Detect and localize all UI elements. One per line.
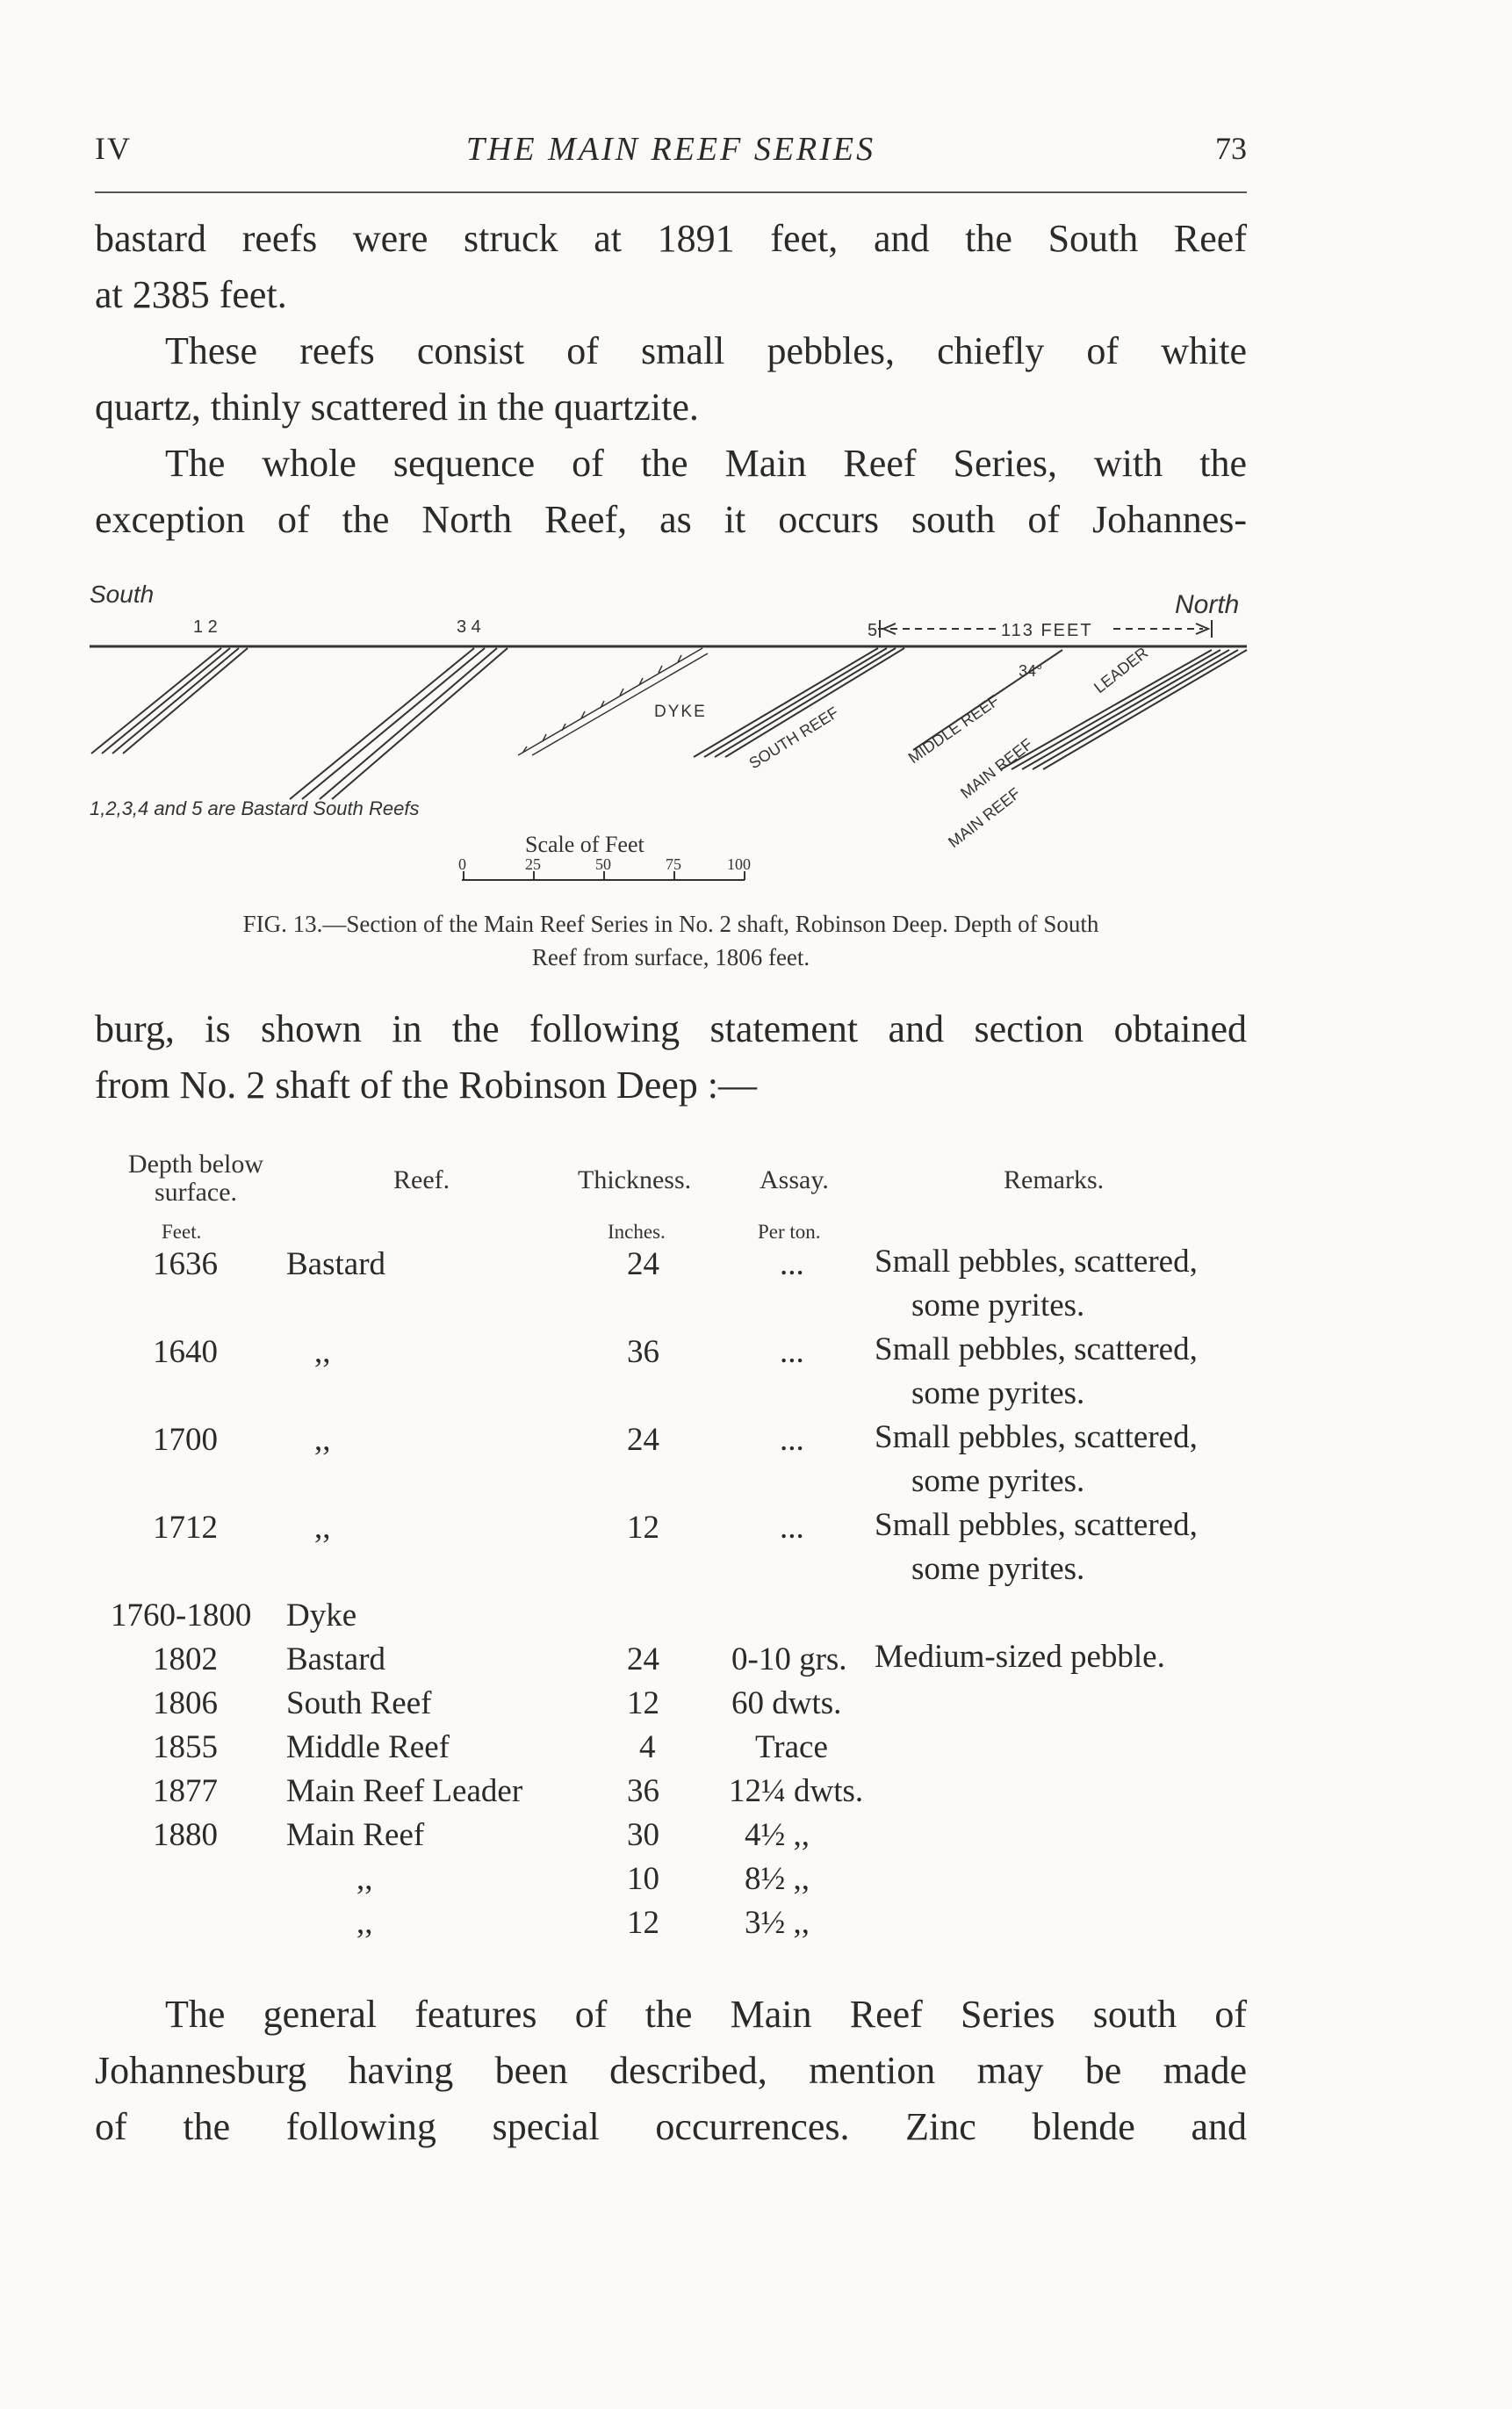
- unit-thickness: Inches.: [608, 1221, 666, 1243]
- reef-number-5: 5: [868, 621, 878, 640]
- text-line: quartz, thinly scattered in the quartzite.: [95, 386, 699, 429]
- cell-assay: 3½ ,,: [745, 1905, 810, 1941]
- cell-remarks: Small pebbles, scattered,: [875, 1331, 1198, 1367]
- cell-assay: 0-10 grs.: [731, 1641, 847, 1677]
- header-reef: Reef.: [393, 1165, 450, 1194]
- text-line: The general features of the Main Reef Series south of: [165, 1993, 1247, 2036]
- cell-remarks: Small pebbles, scattered,: [875, 1244, 1198, 1280]
- cell-reef: ,,: [314, 1510, 331, 1546]
- cell-thickness: 12: [627, 1685, 659, 1721]
- cell-thickness: 4: [639, 1729, 656, 1765]
- text-line: The whole sequence of the Main Reef Series, with the: [165, 442, 1247, 485]
- distance-label: 113 FEET: [1001, 621, 1093, 640]
- dyke-label: DYKE: [654, 703, 707, 721]
- cell-depth: 1802: [153, 1641, 218, 1677]
- cell-remarks: Small pebbles, scattered,: [875, 1419, 1198, 1455]
- cell-remarks-cont: some pyrites.: [911, 1287, 1085, 1324]
- reef-number-1-2: 1 2: [193, 617, 218, 637]
- scale-title: Scale of Feet: [525, 832, 644, 857]
- text-line: Johannesburg having been described, mention may be made: [95, 2049, 1247, 2092]
- chapter-number: IV: [95, 131, 132, 166]
- figure-caption-line-2: Reef from surface, 1806 feet.: [531, 944, 810, 970]
- running-title: THE MAIN REEF SERIES: [465, 131, 876, 168]
- paragraph-3: [95, 1987, 1247, 2155]
- bastard-reefs-1-2: [91, 648, 248, 754]
- south-label: South: [90, 581, 155, 608]
- cell-thickness: 24: [627, 1641, 659, 1677]
- cell-assay: 4½ ,,: [745, 1817, 810, 1853]
- text-line: exception of the North Reef, as it occurs south of Johannes-: [95, 498, 1247, 541]
- cell-thickness: 36: [627, 1773, 659, 1809]
- main-reef-series: [913, 650, 1247, 769]
- cell-remarks-cont: some pyrites.: [911, 1463, 1085, 1499]
- reef-number-3-4: 3 4: [457, 617, 481, 637]
- cell-depth: 1880: [153, 1817, 218, 1853]
- cell-reef: ,,: [314, 1422, 331, 1458]
- unit-depth: Feet.: [162, 1221, 202, 1243]
- cell-assay: ...: [780, 1246, 804, 1282]
- cell-reef: Main Reef: [286, 1817, 425, 1853]
- header-assay: Assay.: [760, 1165, 829, 1194]
- cell-thickness: 12: [627, 1905, 659, 1941]
- cell-assay: ...: [780, 1422, 804, 1458]
- north-label: North: [1175, 590, 1240, 619]
- cell-reef: Bastard: [286, 1641, 386, 1677]
- cell-depth: 1636: [153, 1246, 218, 1282]
- cell-remarks-cont: some pyrites.: [911, 1375, 1085, 1411]
- bastard-reefs-3-4: [290, 648, 508, 799]
- cell-reef: South Reef: [286, 1685, 432, 1721]
- south-reef-label: SOUTH REEF: [745, 703, 842, 773]
- cell-reef: ,,: [314, 1334, 331, 1370]
- scale-tick-100: 100: [727, 855, 751, 873]
- cell-reef: ,,: [356, 1861, 373, 1897]
- cell-depth: 1806: [153, 1685, 218, 1721]
- cell-thickness: 12: [627, 1510, 659, 1546]
- cell-depth: 1700: [153, 1422, 218, 1458]
- scale-tick-75: 75: [666, 855, 681, 873]
- main-reef-label-a: MAIN REEF: [957, 735, 1036, 803]
- cell-thickness: 24: [627, 1246, 659, 1282]
- text-line: burg, is shown in the following statement and section obtained: [95, 1007, 1247, 1050]
- paragraph-1: [95, 211, 1247, 548]
- cell-reef: Main Reef Leader: [286, 1773, 523, 1809]
- cell-assay: 12¼ dwts.: [729, 1773, 864, 1809]
- page-number: 73: [1215, 131, 1247, 166]
- cell-reef: ,,: [356, 1905, 373, 1941]
- middle-reef-label: MIDDLE REEF: [904, 691, 1003, 768]
- unit-assay: Per ton.: [758, 1221, 821, 1243]
- header-remarks: Remarks.: [1004, 1165, 1105, 1194]
- cell-remarks-cont: some pyrites.: [911, 1551, 1085, 1587]
- cell-depth: 1877: [153, 1773, 218, 1809]
- angle-label: 34°: [1019, 662, 1043, 680]
- cell-reef: Middle Reef: [286, 1729, 450, 1765]
- text-line: These reefs consist of small pebbles, chiefly of white: [165, 329, 1247, 372]
- cell-thickness: 24: [627, 1422, 659, 1458]
- scale-tick-0: 0: [458, 855, 466, 873]
- cell-remarks: Medium-sized pebble.: [875, 1639, 1165, 1675]
- header-rule: [95, 191, 1247, 193]
- cell-depth: 1760-1800: [111, 1598, 252, 1634]
- cell-thickness: 30: [627, 1817, 659, 1853]
- cell-depth: 1640: [153, 1334, 218, 1370]
- dyke: [518, 648, 708, 755]
- text-line: bastard reefs were struck at 1891 feet, and the South Reef: [95, 217, 1247, 260]
- cell-assay: Trace: [755, 1729, 828, 1765]
- cell-thickness: 36: [627, 1334, 659, 1370]
- cell-thickness: 10: [627, 1861, 659, 1897]
- cell-reef: Bastard: [286, 1246, 386, 1282]
- paragraph-2: [95, 1001, 1247, 1114]
- figure-caption-line-1: FIG. 13.—Section of the Main Reef Series in No. 2 shaft, Robinson Deep. Depth of South: [242, 911, 1099, 937]
- cell-assay: ...: [780, 1334, 804, 1370]
- cell-remarks: Small pebbles, scattered,: [875, 1507, 1198, 1543]
- cell-depth: 1855: [153, 1729, 218, 1765]
- text-line: from No. 2 shaft of the Robinson Deep :—: [95, 1064, 757, 1107]
- running-header: [95, 130, 1247, 174]
- main-reef-label-b: MAIN REEF: [945, 784, 1024, 852]
- scale-tick-25: 25: [525, 855, 541, 873]
- reef-statement-table: [95, 1150, 1263, 1958]
- cell-assay: 60 dwts.: [731, 1685, 842, 1721]
- text-line: of the following special occurrences. Zinc blende and: [95, 2105, 1247, 2148]
- leader-label: LEADER: [1091, 644, 1152, 697]
- cell-reef: Dyke: [286, 1598, 357, 1634]
- cell-depth: 1712: [153, 1510, 218, 1546]
- scale-tick-50: 50: [595, 855, 611, 873]
- header-depth: Depth below surface.: [127, 1150, 264, 1207]
- text-line: at 2385 feet.: [95, 273, 287, 316]
- cell-assay: 8½ ,,: [745, 1861, 810, 1897]
- header-thickness: Thickness.: [578, 1165, 692, 1194]
- cell-assay: ...: [780, 1510, 804, 1546]
- bastard-note: 1,2,3,4 and 5 are Bastard South Reefs: [90, 797, 420, 819]
